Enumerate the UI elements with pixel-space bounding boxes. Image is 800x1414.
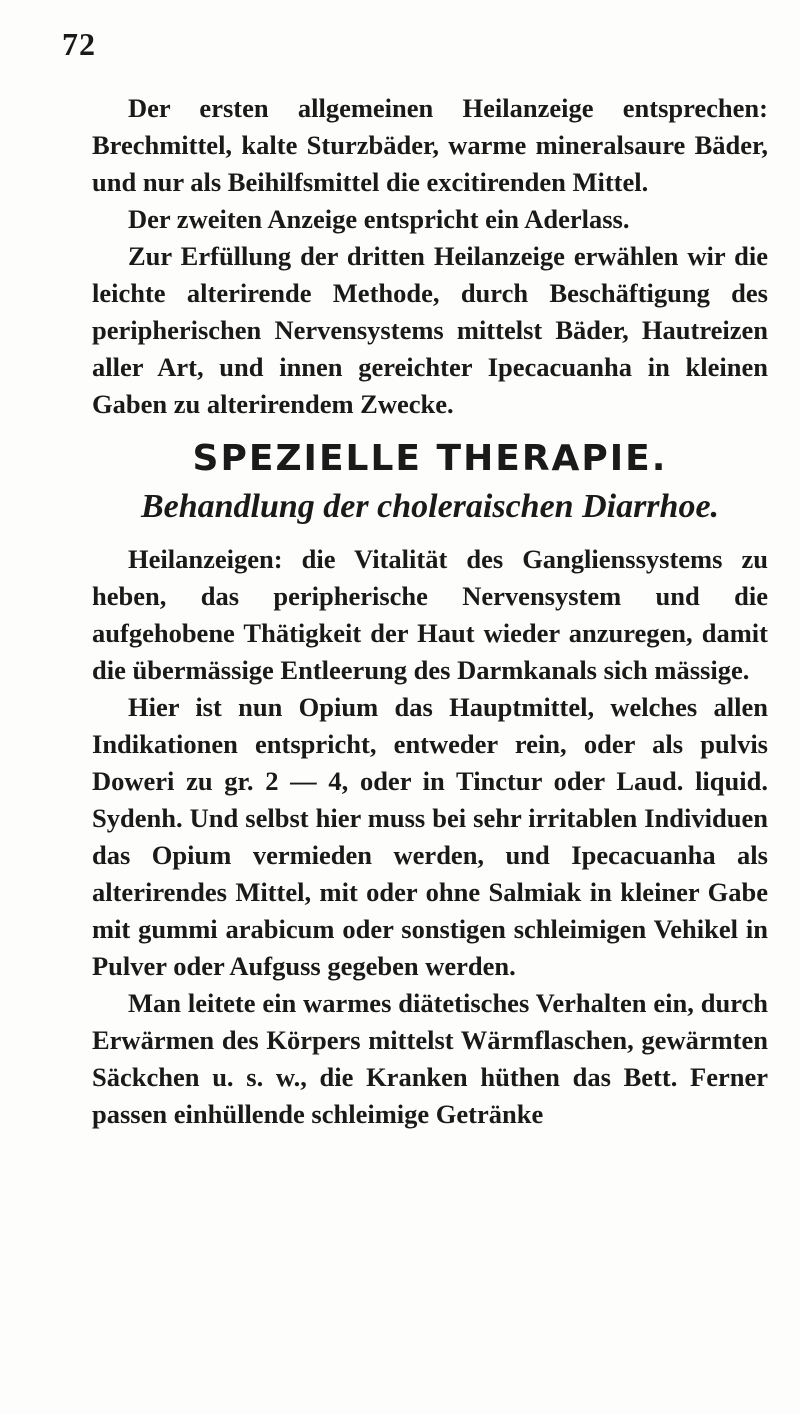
paragraph-heilanzeigen: Heilanzeigen: die Vitalität des Ganglienssystems zu heben, das peripherische Nervensystem und die aufgehobene Thätigkeit der Haut wieder anzuregen, damit die übermässige Entleerung des Darmkanals sich mässige. bbox=[92, 544, 768, 685]
paragraph-diet: Man leitete ein warmes diätetisches Verhalten ein, durch Erwärmen des Körpers mittelst Wärmflaschen, gewärmten Säckchen u. s. w., die Kranken hüthen das Bett. Ferner passen einhüllende schleimige Getränke bbox=[92, 988, 768, 1129]
section-heading: SPEZIELLE THERAPIE. bbox=[192, 438, 668, 479]
page-body bbox=[92, 90, 768, 1133]
page-number: 72 bbox=[62, 26, 96, 62]
paragraph-second-indication: Der zweiten Anzeige entspricht ein Aderlass. bbox=[128, 204, 630, 234]
section-subheading: Behandlung der choleraischen Diarrhoe. bbox=[140, 488, 720, 525]
paragraph-first-indication: Der ersten allgemeinen Heilanzeige entsprechen: Brechmittel, kalte Sturzbäder, warme mineralsaure Bäder, und nur als Beihilfsmittel die excitirenden Mittel. bbox=[92, 93, 768, 197]
paragraph-third-indication: Zur Erfüllung der dritten Heilanzeige erwählen wir die leichte alterirende Methode, durch Beschäftigung des peripherischen Nervensystems mittelst Bäder, Hautreizen aller Art, und innen gereichter Ipecacuanha in kleinen Gaben zu alterirendem Zwecke. bbox=[92, 241, 768, 419]
paragraph-opium: Hier ist nun Opium das Hauptmittel, welches allen Indikationen entspricht, entweder rein, oder als pulvis Doweri zu gr. 2 — 4, oder in Tinctur oder Laud. liquid. Sydenh. Und selbst hier muss bei sehr irritablen Individuen das Opium vermieden werden, und Ipecacuanha als alterirendes Mittel, mit oder ohne Salmiak in kleiner Gabe mit gummi arabicum oder sonstigen schleimigen Vehikel in Pulver oder Aufguss gegeben werden. bbox=[92, 692, 768, 981]
